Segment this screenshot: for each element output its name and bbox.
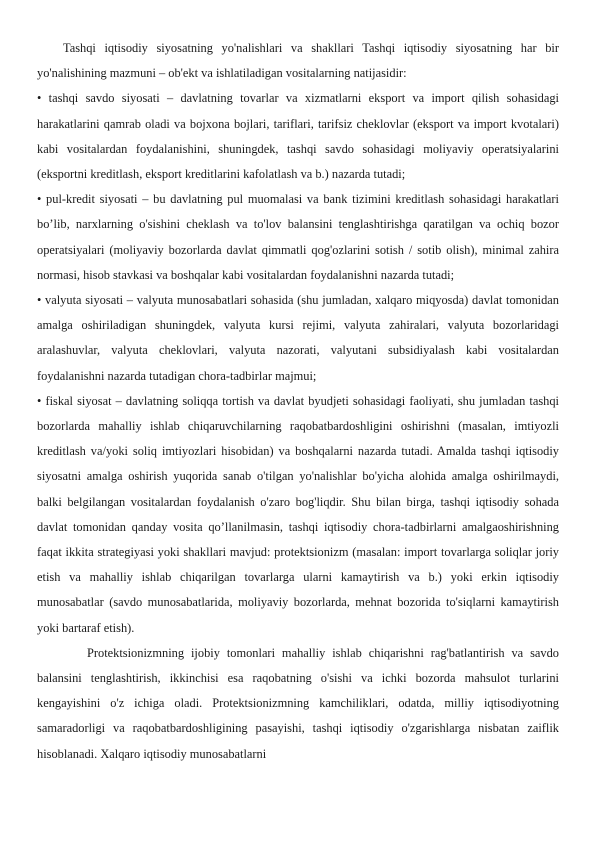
trade-policy-paragraph: • tashqi savdo siyosati – davlatning tovarlar va xizmatlarni eksport va import qilish sohasidagi harakatlarini qamrab oladi va bojxona bojlari, tariflari, tarifsiz cheklovlar (eksport va import kvotalari) kabi vositalardan foydalanishini, shuningdek, tashqi savdo sohasidagi moliyaviy operatsiyalarini (eksportni kreditlash, eksport kreditlarini kafolatlash va b.) nazarda tutadi; bbox=[37, 91, 559, 182]
monetary-policy-paragraph: • pul-kredit siyosati – bu davlatning pul muomalasi va bank tizimini kreditlash sohasidagi harakatlari bo’lib, narxlarning o'sishini cheklash va to'lov balansini tenglashtirishga qaratilgan va ochiq bozor operatsiyalari (moliyaviy bozorlarda davlat qimmatli qog'ozlarini sotish / sotib olish), minimal zahira normasi, hisob stavkasi va boshqalar kabi vositalardan foydalanishni nazarda tutadi; bbox=[37, 192, 559, 282]
intro-paragraph: Tashqi iqtisodiy siyosatning yo'nalishlari va shakllari Tashqi iqtisodiy siyosatning har bir yo'nalishining mazmuni – ob'ekt va ishlatiladigan vositalarning natijasidir: bbox=[37, 41, 559, 81]
currency-policy-paragraph: • valyuta siyosati – valyuta munosabatlari sohasida (shu jumladan, xalqaro miqyosda) davlat tomonidan amalga oshiriladigan shuningdek, valyuta kursi rejimi, valyuta zahiralari, valyuta bozorlaridagi aralashuvlar, valyuta cheklovlari, valyuta nazorati, valyutani subsidiyalash kabi vositalardan foydalanishni nazarda tutadigan chora-tadbirlar majmui; bbox=[37, 293, 559, 383]
fiscal-policy-paragraph: • fiskal siyosat – davlatning soliqqa tortish va davlat byudjeti sohasidagi faoliyati, shu jumladan tashqi bozorlarda mahalliy ishlab chiqaruvchilarning raqobatbardoshligini oshirishni (masalan, imtiyozli kreditlash va/yoki soliq imtiyozlari hisobidan) va boshqalarni nazarda tutadi. Amalda tashqi iqtisodiy siyosatni amalga oshirish yuqorida sanab o'tilgan yo'nalishlar bo'yicha alohida amalga oshirilmaydi, balki belgilangan vositalardan foydalanish o'zaro bog'liqdir. Shu bilan birga, tashqi iqtisodiy sohada davlat tomonidan qanday vosita qo’llanilmasin, tashqi iqtisodiy chora-tadbirlarni amalgaoshirishning faqat ikkita strategiyasi yoki shakllari mavjud: protektsionizm (masalan: import tovarlarga soliqlar joriy etish va mahalliy ishlab chiqarilgan tovarlarga ularni kamaytirish va b.) yoki erkin iqtisodiy munosabatlar (savdo munosabatlarida, moliyaviy bozorlarda, mehnat bozorida to'siqlarni kamaytirish yoki bartaraf etish). bbox=[37, 393, 559, 635]
protectionism-paragraph: Protektsionizmning ijobiy tomonlari mahalliy ishlab chiqarishni rag'batlantirish va savdo balansini tenglashtirish, ikkinchisi esa raqobatning o'sishi va ichki bozorda mahsulot turlarini kengayishini o'z ichiga oladi. Protektsionizmning kamchiliklari, odatda, milliy iqtisodiyotning samaradorligi va raqobatbardoshligining pasayishi, tashqi iqtisodiy o'zgarishlarga nisbatan zaiflik hisoblanadi. Xalqaro iqtisodiy munosabatlarni bbox=[37, 645, 559, 761]
